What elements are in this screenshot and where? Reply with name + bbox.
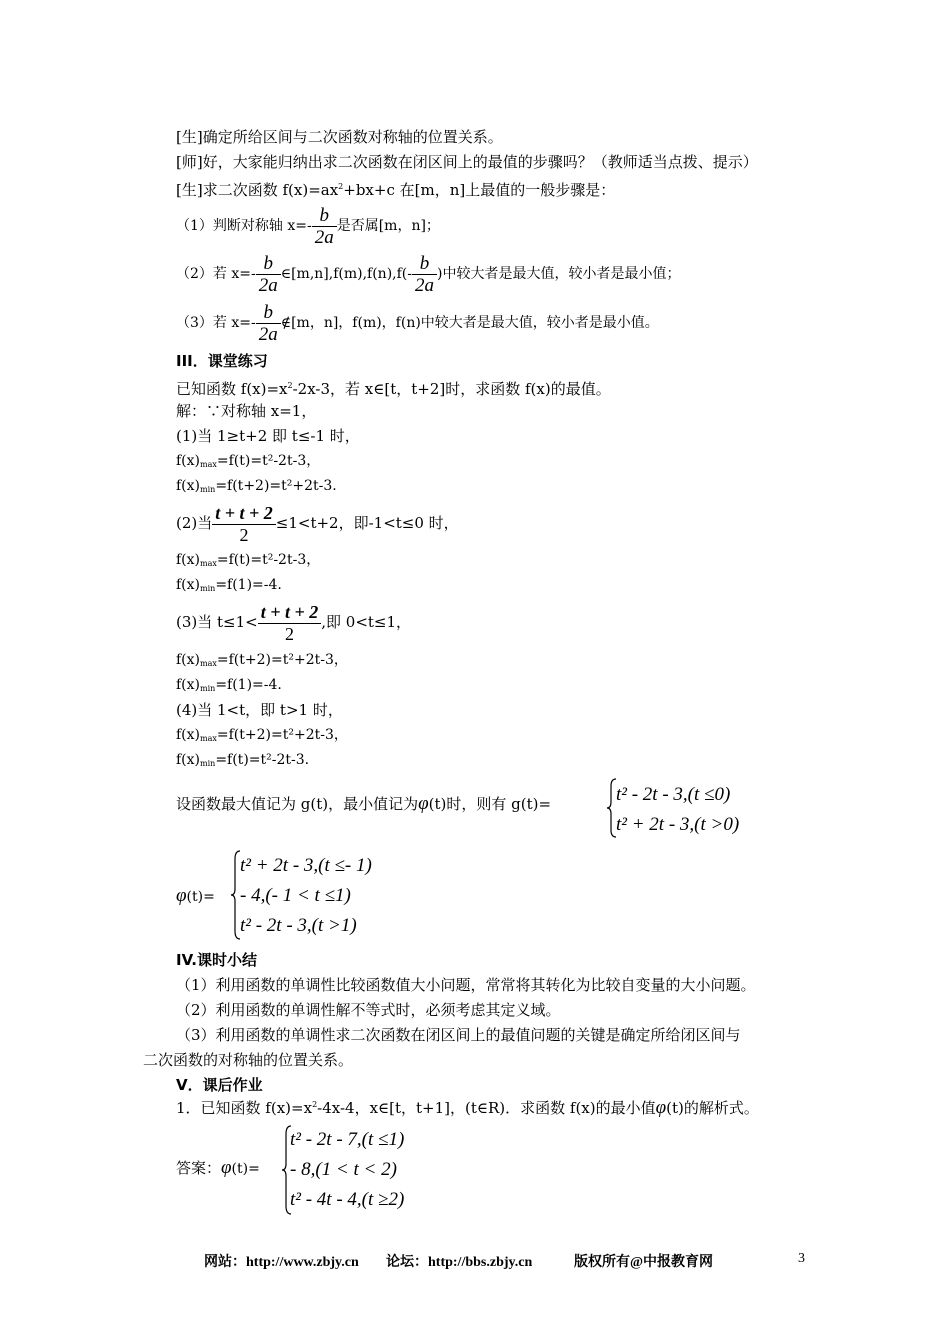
page-number: 3 [798, 1251, 805, 1266]
case-3 [176, 599, 411, 645]
text-span: (t)的解析式。 [666, 1099, 759, 1117]
text-span: ,即 0<t≤1， [321, 613, 412, 631]
piecewise-row: t² - 2t - 7,(t ≤1) [290, 1129, 405, 1150]
phi-symbol: φ [176, 885, 187, 906]
superscript: 2 [287, 381, 293, 390]
text-span: -4x-4，x∈[t，t+1]，(t∈R)．求函数 f(x)的最小值 [317, 1099, 656, 1117]
text-line [176, 1095, 759, 1118]
text-span: （2）若 x=- [176, 266, 256, 282]
g-definition [176, 794, 551, 814]
text-span: (2)当 [176, 514, 213, 532]
text-line: $f(x)_{max}=f(t+2)=t^2+2t-3$， [176, 727, 348, 743]
answer-line [176, 1158, 260, 1179]
section-heading: III．课堂练习 [176, 352, 268, 370]
text-line: $f(x)_{min}=f(t+2)=t^2+2t-3$. [176, 478, 337, 494]
fraction-b-over-2a: $\frac{b}{2a}$ [312, 205, 337, 248]
phi-symbol: φ [418, 793, 429, 814]
text-span: 设函数最大值记为 g(t)，最小值记为 [176, 795, 419, 813]
text-line: 解：∵对称轴 x=1， [176, 402, 317, 420]
phi-symbol: φ [655, 1097, 667, 1118]
text-span: (t)时，则有 g(t)= [428, 795, 552, 813]
fraction-b-over-2a: $\frac{b}{2a}$ [256, 302, 281, 345]
text-span: 1．已知函数 f(x)=x [176, 1099, 313, 1117]
piecewise-row: - 4,(- 1 < t ≤1) [240, 885, 351, 906]
footer-site-link[interactable]: 网站：http://www.zbjy.cn [204, 1255, 359, 1270]
fraction-b-over-2a: $\frac{b}{2a}$ [412, 253, 437, 296]
text-span: 是否属[m，n]； [336, 218, 440, 234]
text-line: $f(x)_{min}=f(1)=-4$. [176, 677, 282, 693]
superscript: 2 [312, 1100, 318, 1109]
piecewise-row: t² - 4t - 4,(t ≥2) [290, 1189, 405, 1210]
text-span: 已知函数 f(x)=x [176, 380, 288, 398]
text-line: （2）利用函数的单调性解不等式时，必须考虑其定义域。 [176, 1001, 561, 1019]
text-line: $f(x)_{max}=f(t)=t^2-2t-3$， [176, 552, 321, 568]
text-span: -2x-3，若 x∈[t，t+2]时，求函数 f(x)的最值。 [292, 380, 611, 398]
text-span: (3)当 t≤1< [176, 613, 258, 631]
text-line: (1)当 1≥t+2 即 t≤-1 时， [176, 427, 360, 445]
text-span: （3）若 x=- [176, 315, 256, 331]
step-2 [176, 252, 680, 296]
phi-symbol: φ [221, 1157, 232, 1178]
text-span: ≤1<t+2，即-1<t≤0 时， [275, 514, 459, 532]
text-span: 答案： [176, 1159, 222, 1177]
text-span: [生]求二次函数 f(x)=ax [176, 181, 339, 199]
text-line: $f(x)_{min}=f(t)=t^2-2t-3$. [176, 752, 310, 768]
text-line: （3）利用函数的单调性求二次函数在闭区间上的最值问题的关键是确定所给闭区间与 [176, 1026, 741, 1044]
case-2 [176, 500, 459, 546]
text-line: (4)当 1<t，即 t>1 时， [176, 701, 343, 719]
fraction-ttt-over-2: $\frac{t + t + 2}{2}$ [258, 602, 322, 645]
piecewise-row: t² + 2t - 3,(t ≤- 1) [240, 855, 372, 876]
text-span: +bx+c 在[m，n]上最值的一般步骤是： [343, 181, 616, 199]
piecewise-row: t² - 2t - 3,(t >1) [240, 915, 357, 936]
footer-forum-link[interactable]: 论坛：http://bbs.zbjy.cn [386, 1255, 533, 1270]
text-line: $f(x)_{min}=f(1)=-4$. [176, 577, 282, 593]
text-span: (t)= [231, 1161, 260, 1177]
text-line: [师]好，大家能归纳出求二次函数在闭区间上的最值的步骤吗？（教师适当点拨、提示） [176, 153, 758, 171]
footer-copyright: 版权所有@中报教育网 [574, 1255, 714, 1270]
text-span: ∈[m,n],f(m),f(n),f(- [280, 266, 412, 282]
section-heading: IV.课时小结 [176, 951, 257, 969]
fraction-ttt-over-2: $\frac{t + t + 2}{2}$ [212, 503, 276, 546]
text-line: （1）利用函数的单调性比较函数值大小问题，常常将其转化为比较自变量的大小问题。 [176, 976, 756, 994]
fraction-b-over-2a: $\frac{b}{2a}$ [256, 253, 281, 296]
section-heading: V．课后作业 [176, 1076, 263, 1094]
text-span: （1）判断对称轴 x=- [176, 218, 312, 234]
text-span: )中较大者是最大值，较小者是最小值； [436, 266, 681, 282]
piecewise-row: - 8,(1 < t < 2) [290, 1159, 397, 1180]
piecewise-row: t² - 2t - 3,(t ≤0) [616, 784, 731, 805]
text-line: 二次函数的对称轴的位置关系。 [143, 1051, 354, 1069]
text-span: ∉[m，n]，f(m)，f(n)中较大者是最大值，较小者是最小值。 [280, 315, 659, 331]
text-line: [生]确定所给区间与二次函数对称轴的位置关系。 [176, 128, 503, 146]
text-line: $f(x)_{max}=f(t)=t^2-2t-3$， [176, 453, 321, 469]
piecewise-row: t² + 2t - 3,(t >0) [616, 814, 740, 835]
phi-definition [176, 886, 215, 907]
text-span: (t)= [186, 889, 215, 905]
text-line [176, 177, 615, 200]
step-1 [176, 204, 440, 248]
step-3 [176, 301, 659, 345]
text-line: $f(x)_{max}=f(t+2)=t^2+2t-3$， [176, 652, 348, 668]
text-line [176, 376, 611, 399]
superscript: 2 [338, 182, 344, 191]
